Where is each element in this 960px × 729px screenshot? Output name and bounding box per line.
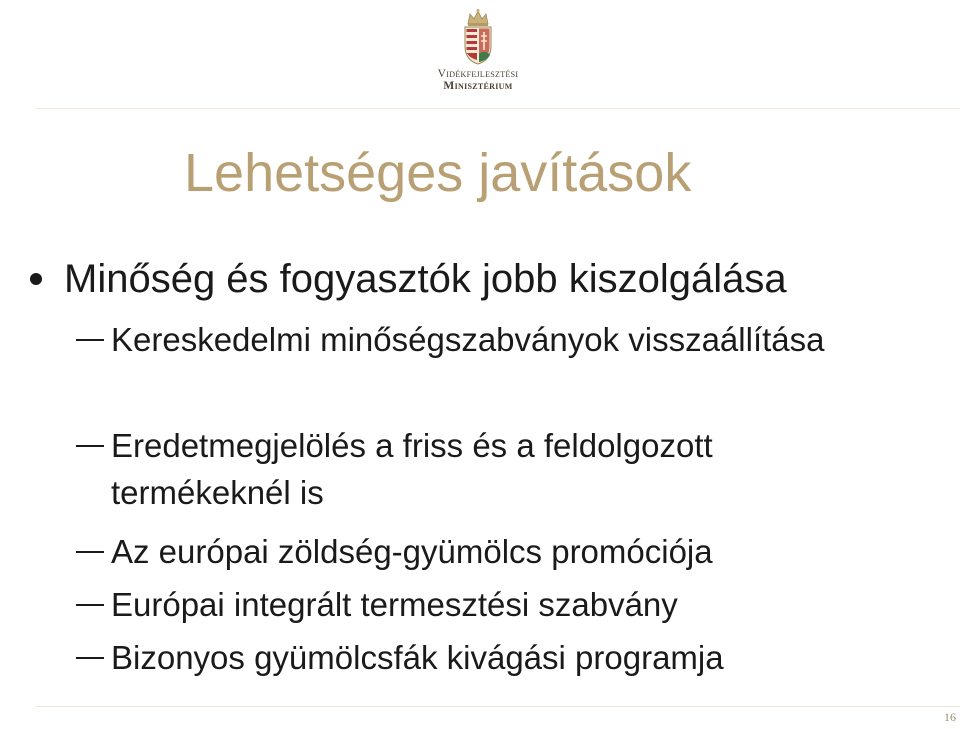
dash-icon [76, 445, 104, 447]
ministry-name-line1: Vidékfejlesztési [437, 68, 519, 80]
ministry-logo [0, 0, 960, 100]
dash-icon [76, 657, 104, 659]
sub-item-text: Az európai zöldség-gyümölcs promóciója [111, 533, 713, 570]
slide-title: Lehetséges javítások [184, 143, 692, 203]
sub-item-text: Eredetmegjelölés a friss és a feldolgozott termékeknél is [111, 427, 713, 511]
bullet-text: Minőség és fogyasztók jobb kiszolgálása [64, 257, 787, 301]
hungarian-coat-of-arms-icon [460, 8, 496, 66]
dash-icon [76, 604, 104, 606]
bullet-dot-icon [30, 273, 42, 285]
sub-item-text: Kereskedelmi minőségszabványok visszaállítása [111, 321, 825, 358]
ministry-name [398, 68, 558, 92]
footer-divider [36, 706, 960, 707]
ministry-name-line2: Minisztérium [443, 80, 513, 92]
sub-item-text: Európai integrált termesztési szabvány [111, 586, 678, 623]
dash-icon [76, 339, 104, 341]
header-divider [36, 108, 960, 109]
sub-item-text: Bizonyos gyümölcsfák kivágási programja [111, 639, 724, 676]
dash-icon [76, 551, 104, 553]
page-number: 16 [944, 710, 956, 724]
